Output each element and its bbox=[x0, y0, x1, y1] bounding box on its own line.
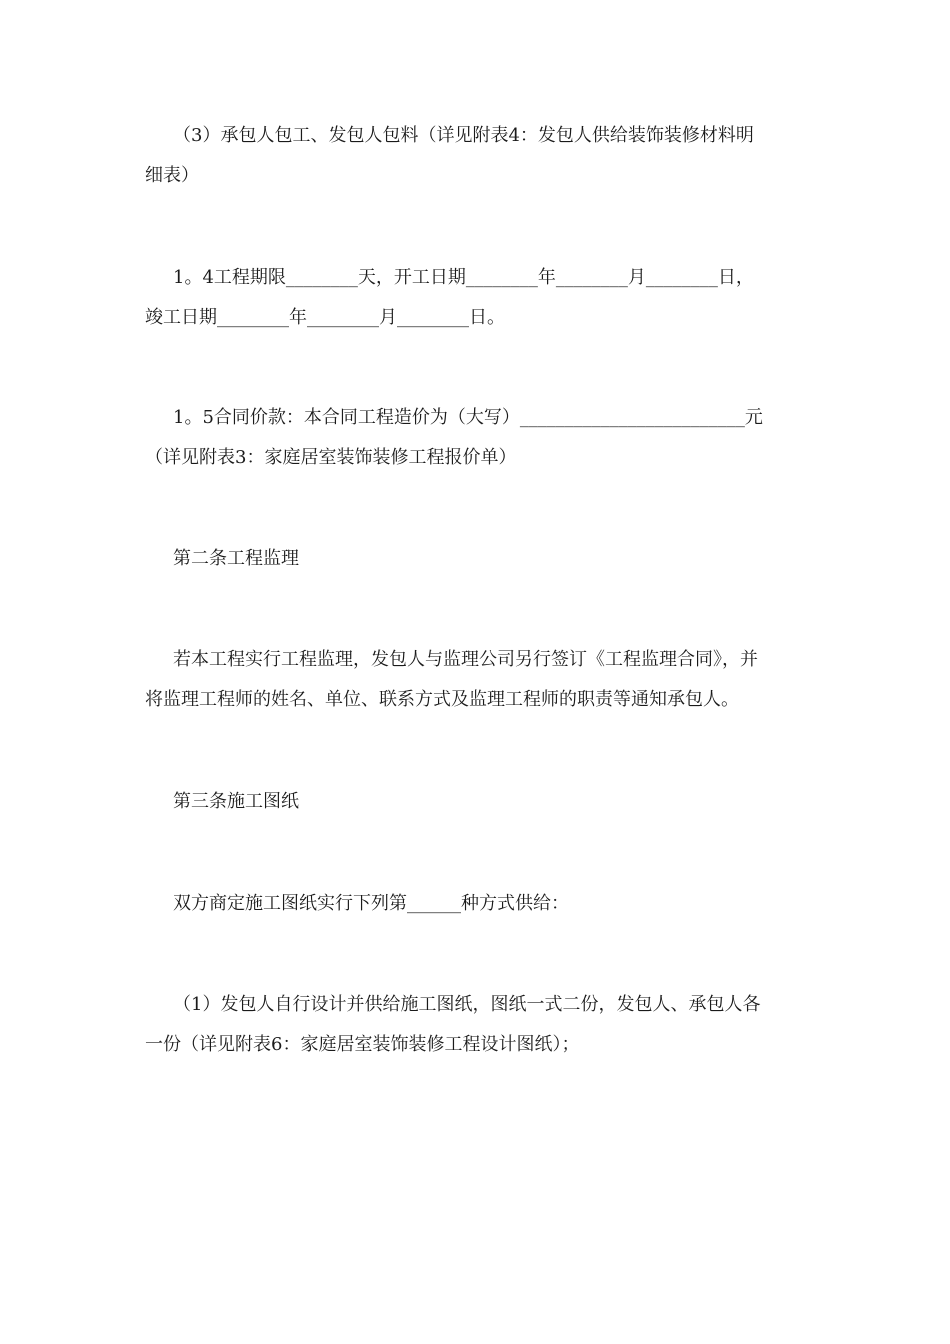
paragraph-project-duration bbox=[145, 258, 810, 338]
text-line: 一份（详见附表6：家庭居室装饰装修工程设计图纸）； bbox=[145, 1034, 580, 1055]
paragraph-contractor-labor-owner-materials bbox=[145, 116, 810, 196]
text-line: （3）承包人包工、发包人包料（详见附表4：发包人供给装饰装修材料明 bbox=[173, 125, 754, 146]
text-line: 竣工日期________年________月________日。 bbox=[145, 307, 505, 328]
paragraph-supervision-contract bbox=[145, 640, 810, 720]
text-line: 若本工程实行工程监理，发包人与监理公司另行签订《工程监理合同》，并 bbox=[173, 649, 758, 670]
text-line: 将监理工程师的姓名、单位、联系方式及监理工程师的职责等通知承包人。 bbox=[145, 689, 739, 710]
section-heading-drawings bbox=[145, 782, 810, 822]
paragraph-owner-design-drawings bbox=[145, 985, 810, 1065]
text-line: （详见附表3：家庭居室装饰装修工程报价单） bbox=[145, 447, 517, 468]
text-line: 第三条施工图纸 bbox=[173, 791, 299, 812]
text-line: 第二条工程监理 bbox=[173, 548, 299, 569]
section-heading-supervision bbox=[145, 539, 810, 579]
text-line: 细表） bbox=[145, 165, 199, 186]
text-line: 1。4工程期限________天，开工日期________年________月________日， bbox=[173, 267, 754, 288]
text-line: （1）发包人自行设计并供给施工图纸，图纸一式二份，发包人、承包人各 bbox=[173, 994, 761, 1015]
paragraph-drawing-supply-method bbox=[145, 884, 810, 924]
paragraph-contract-price bbox=[145, 398, 810, 478]
text-line: 1。5合同价款：本合同工程造价为（大写）_________________________元 bbox=[173, 407, 763, 428]
text-line: 双方商定施工图纸实行下列第______种方式供给： bbox=[173, 893, 569, 914]
